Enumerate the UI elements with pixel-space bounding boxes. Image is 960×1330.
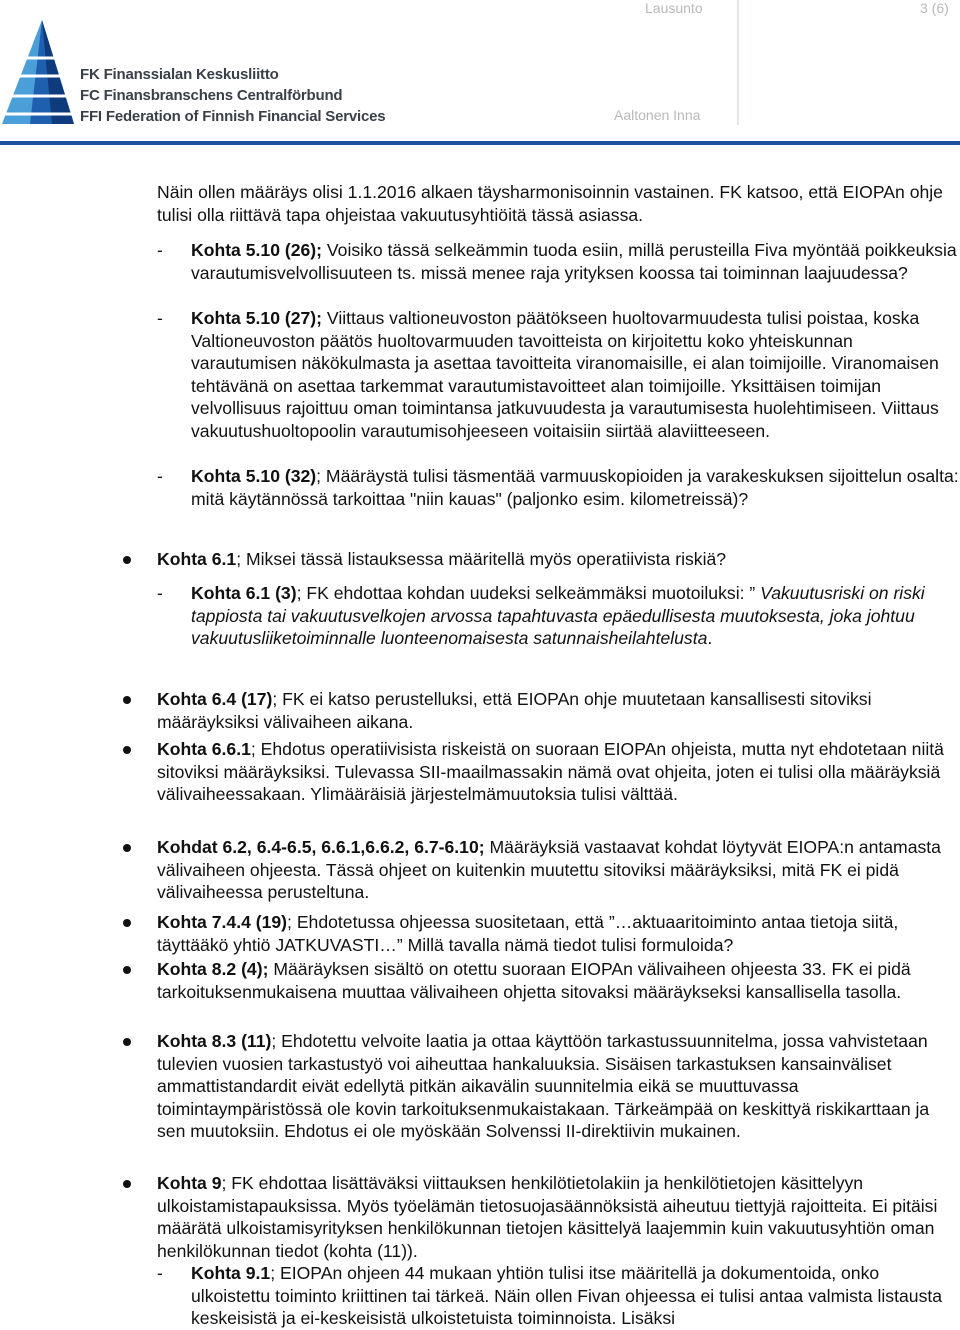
- fk-logo-mark: [0, 18, 80, 126]
- section-ref: Kohta 5.10 (26);: [191, 240, 323, 260]
- section-ref: Kohta 6.1 (3): [191, 583, 297, 603]
- section-ref: Kohta 6.4 (17): [157, 689, 273, 709]
- page-header: [0, 0, 960, 150]
- section-ref: Kohta 5.10 (27);: [191, 308, 323, 328]
- section-ref: Kohta 8.2 (4);: [157, 959, 269, 979]
- section-ref: Kohta 9.1: [191, 1263, 271, 1283]
- bullet-dot-icon: [123, 696, 131, 704]
- bullet-dot-icon: [123, 1038, 131, 1046]
- bullet-dot-icon: [123, 919, 131, 927]
- proposed-wording: Vakuutusriski on riski tappiosta tai vakuutusvelkojen arvossa tapahtuvasta epäedullisesta muutoksesta, joka johtuu vakuutusliiketoiminnalle luonteenomaisesta satunnaisheilahtelusta: [191, 583, 925, 649]
- section-ref: Kohta 6.1: [157, 549, 237, 569]
- org-name-fi: FK Finanssialan Keskusliitto: [80, 66, 279, 83]
- section-ref: Kohta 7.4.4 (19): [157, 912, 288, 932]
- document-author: Aaltonen Inna: [614, 107, 701, 123]
- header-rule: [0, 141, 960, 145]
- section-ref: Kohta 9: [157, 1173, 222, 1193]
- bullet-dot-icon: [123, 844, 131, 852]
- section-ref: Kohta 6.6.1: [157, 739, 251, 759]
- section-ref: Kohta 8.3 (11): [157, 1031, 272, 1051]
- intro-paragraph: Näin ollen määräys olisi 1.1.2016 alkaen täysharmonisoinnin vastainen. FK katsoo, että EIOPAn ohje tulisi olla riittävä tapa ohjeistaa vakuutusyhtiöitä tässä asiassa.: [157, 182, 943, 225]
- bullet-dot-icon: [123, 966, 131, 974]
- page-number: 3 (6): [920, 0, 949, 16]
- section-ref: Kohdat 6.2, 6.4-6.5, 6.6.1,6.6.2, 6.7-6.10;: [157, 837, 485, 857]
- bullet-dot-icon: [123, 1180, 131, 1188]
- org-name-en: FFI Federation of Finnish Financial Services: [80, 108, 386, 125]
- bullet-dot-icon: [123, 746, 131, 754]
- bullet-dot-icon: [123, 556, 131, 564]
- org-name-sv: FC Finansbranschens Centralförbund: [80, 87, 343, 104]
- document-type: Lausunto: [645, 0, 703, 16]
- header-divider: [737, 0, 739, 125]
- section-ref: Kohta 5.10 (32): [191, 466, 317, 486]
